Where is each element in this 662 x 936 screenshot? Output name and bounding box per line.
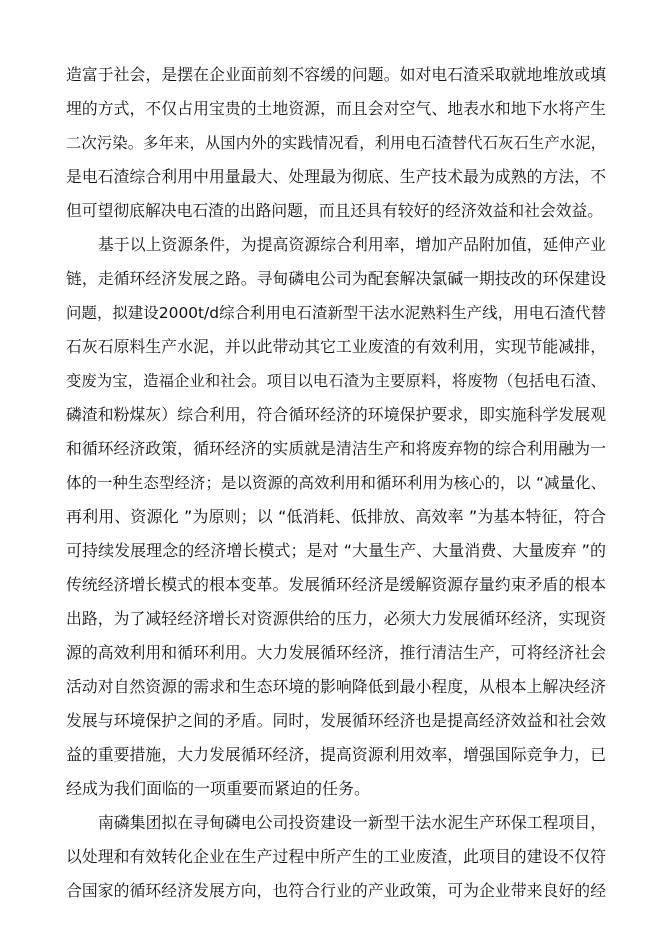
text-line: 经成为我们面临的一项重要而紧迫的任务。 <box>66 779 371 798</box>
text-line: 传统经济增长模式的根本变革。发展循环经济是缓解资源存量约束矛盾的根本 <box>66 575 606 594</box>
text-line: 活动对自然资源的需求和生态环境的影响降低到最小程度，从根本上解决经济 <box>66 677 606 696</box>
text-line: 二次污染。多年来，从国内外的实践情况看，利用电石渣替代石灰石生产水泥， <box>66 134 606 152</box>
text-line: 埋的方式，不仅占用宝贵的土地资源，而且会对空气、地表水和地下水将产生 <box>66 99 606 118</box>
paragraph-first-line: 基于以上资源条件，为提高资源综合利用率，增加产品附加值，延伸产业 <box>98 235 606 254</box>
text-line: 问题，拟建设2000t/d综合利用电石渣新型干法水泥熟料生产线，用电石渣代替 <box>66 304 606 322</box>
text-line: 以处理和有效转化企业在生产过程中所产生的工业废渣，此项目的建设不仅符 <box>66 847 606 866</box>
text-line: 但可望彻底解决电石渣的出路问题，而且还具有较好的经济效益和社会效益。 <box>66 201 604 220</box>
text-line: 造富于社会，是摆在企业面前刻不容缓的问题。如对电石渣采取就地堆放或填 <box>66 65 606 84</box>
text-line: 出路，为了减轻经济增长对资源供给的压力，必须大力发展循环经济，实现资 <box>66 609 606 628</box>
text-line: 益的重要措施，大力发展循环经济，提高资源利用效率，增强国际竞争力，已 <box>66 745 606 764</box>
text-line: 磷渣和粉煤灰）综合利用，符合循环经济的环境保护要求，即实施科学发展观 <box>66 405 606 424</box>
text-line: 和循环经济政策，循环经济的实质就是清洁生产和将废弃物的综合利用融为一 <box>66 439 606 458</box>
text-line: 变废为宝，造福企业和社会。项目以电石渣为主要原料，将废物（包括电石渣、 <box>66 372 606 390</box>
text-line: 源的高效利用和循环利用。大力发展循环经济，推行清洁生产，可将经济社会 <box>66 643 606 662</box>
text-line: 合国家的循环经济发展方向，也符合行业的产业政策，可为企业带来良好的经 <box>66 881 606 900</box>
text-line: 链，走循环经济发展之路。寻甸磷电公司为配套解决氯碱一期技改的环保建设 <box>66 269 606 288</box>
text-line: 石灰石原料生产水泥，并以此带动其它工业废渣的有效利用，实现节能减排， <box>66 337 606 356</box>
text-line: 体的一种生态型经济；是以资源的高效利用和循环利用为核心的，以 “减量化、 <box>66 474 606 492</box>
paragraph-first-line: 南磷集团拟在寻甸磷电公司投资建设一新型干法水泥生产环保工程项目， <box>98 813 606 832</box>
text-line: 可持续发展理念的经济增长模式；是对 “大量生产、大量消费、大量废弃 ”的 <box>66 541 606 560</box>
text-line: 是电石渣综合利用中用量最大、处理最为彻底、生产技术最为成熟的方法，不 <box>66 167 606 186</box>
text-line: 发展与环境保护之间的矛盾。同时，发展循环经济也是提高经济效益和社会效 <box>66 711 606 730</box>
text-line: 再利用、资源化 ”为原则；以 “低消耗、低排放、高效率 ”为基本特征，符合 <box>66 507 606 526</box>
